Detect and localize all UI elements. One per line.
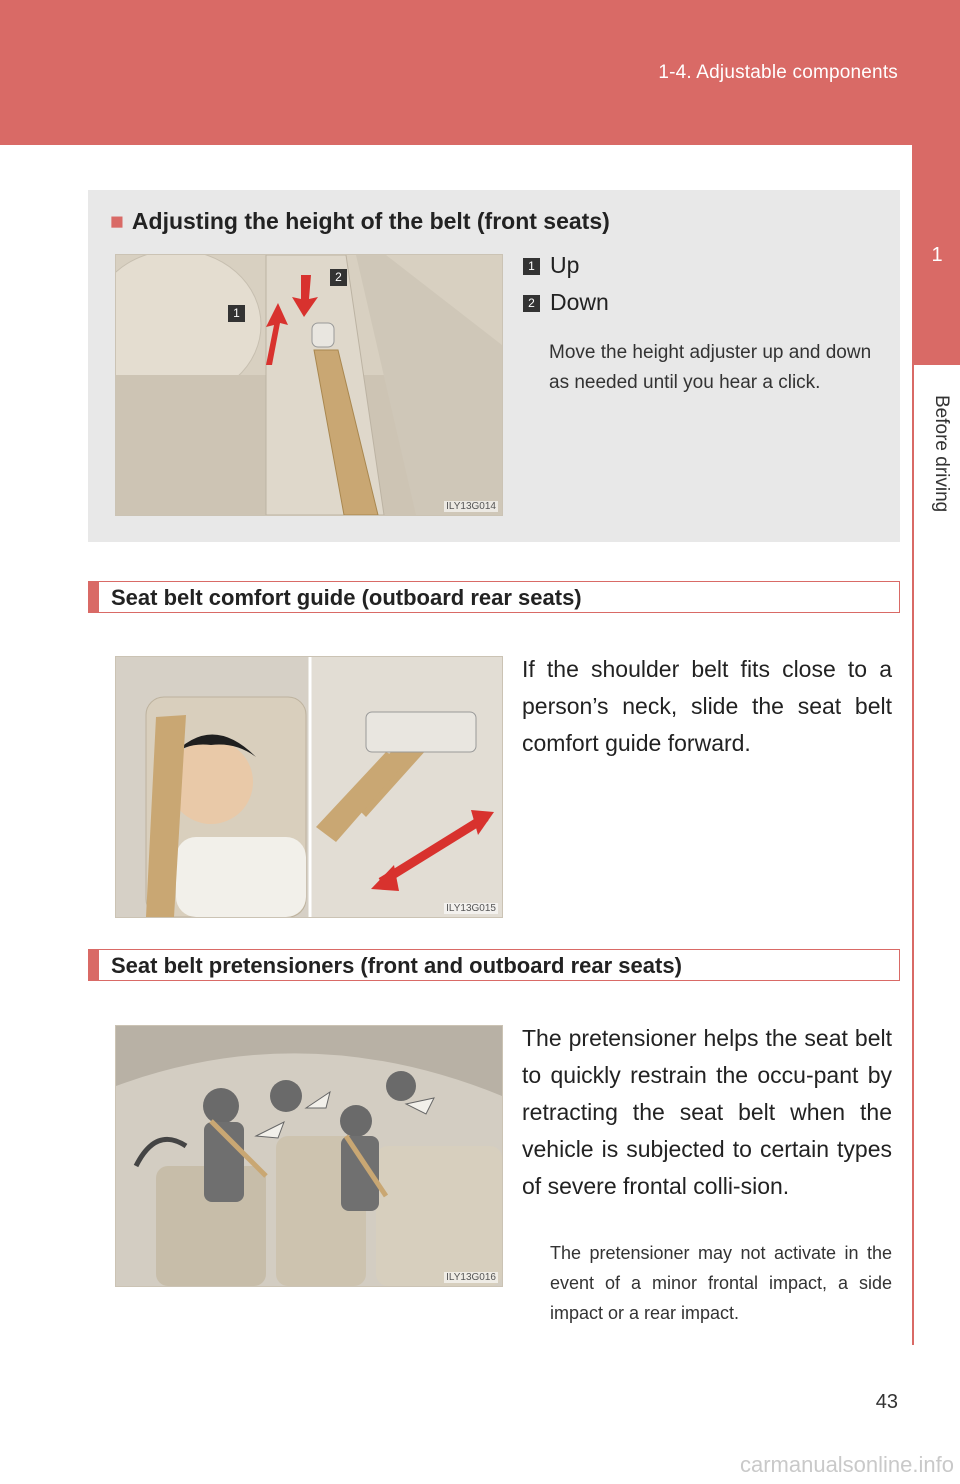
figure-code: ILY13G014 xyxy=(446,501,496,512)
badge-2: 2 xyxy=(330,269,347,286)
step-up-number: 1 xyxy=(523,258,540,275)
heading-accent xyxy=(89,582,99,612)
pretensioner-illustration xyxy=(116,1026,502,1286)
pretensioner-text: The pretensioner helps the seat belt to quickly restrain the occu-pant by retracting the seat belt when the vehicle is subjected to certain types of severe frontal colli-sion. xyxy=(522,1025,892,1199)
step-up xyxy=(523,252,579,279)
heading-accent xyxy=(89,950,99,980)
belt-height-illustration xyxy=(116,255,502,515)
section-heading-comfort-guide xyxy=(88,581,900,613)
step-up-label: Up xyxy=(550,252,580,278)
comfort-guide-illustration xyxy=(116,657,502,917)
panel-note: Move the height adjuster up and down as needed until you hear a click. xyxy=(549,342,872,393)
belt-height-figure xyxy=(115,254,503,516)
header-band xyxy=(0,0,960,145)
comfort-guide-text: If the shoulder belt fits close to a person’s neck, slide the seat belt comfort guide forward. xyxy=(522,656,892,756)
section-heading-pretensioners xyxy=(88,949,900,981)
side-divider xyxy=(912,365,914,1345)
square-bullet-icon: ■ xyxy=(110,208,124,234)
heading-text: Seat belt comfort guide (outboard rear seats) xyxy=(111,585,582,610)
watermark: carmanualsonline.info xyxy=(739,1452,954,1477)
page-number: 43 xyxy=(875,1391,898,1413)
pretensioner-note: The pretensioner may not activate in the event of a minor frontal impact, a side impact or a rear impact. xyxy=(550,1243,892,1323)
figure-code: ILY13G016 xyxy=(446,1272,496,1283)
comfort-guide-figure xyxy=(115,656,503,918)
figure-code: ILY13G015 xyxy=(446,903,496,914)
chapter-side-tab xyxy=(912,145,960,1345)
step-down xyxy=(523,289,609,316)
header-title: 1-4. Adjustable components xyxy=(658,62,898,83)
step-down-number: 2 xyxy=(523,295,540,312)
pretensioner-figure xyxy=(115,1025,503,1287)
step-down-label: Down xyxy=(550,289,609,315)
chapter-label: Before driving xyxy=(931,395,952,513)
chapter-number: 1 xyxy=(912,145,960,365)
badge-1: 1 xyxy=(228,305,245,322)
belt-height-panel xyxy=(88,190,900,542)
panel-title-text: Adjusting the height of the belt (front seats) xyxy=(131,208,610,234)
panel-title xyxy=(110,208,610,235)
heading-text: Seat belt pretensioners (front and outboard rear seats) xyxy=(111,953,682,978)
